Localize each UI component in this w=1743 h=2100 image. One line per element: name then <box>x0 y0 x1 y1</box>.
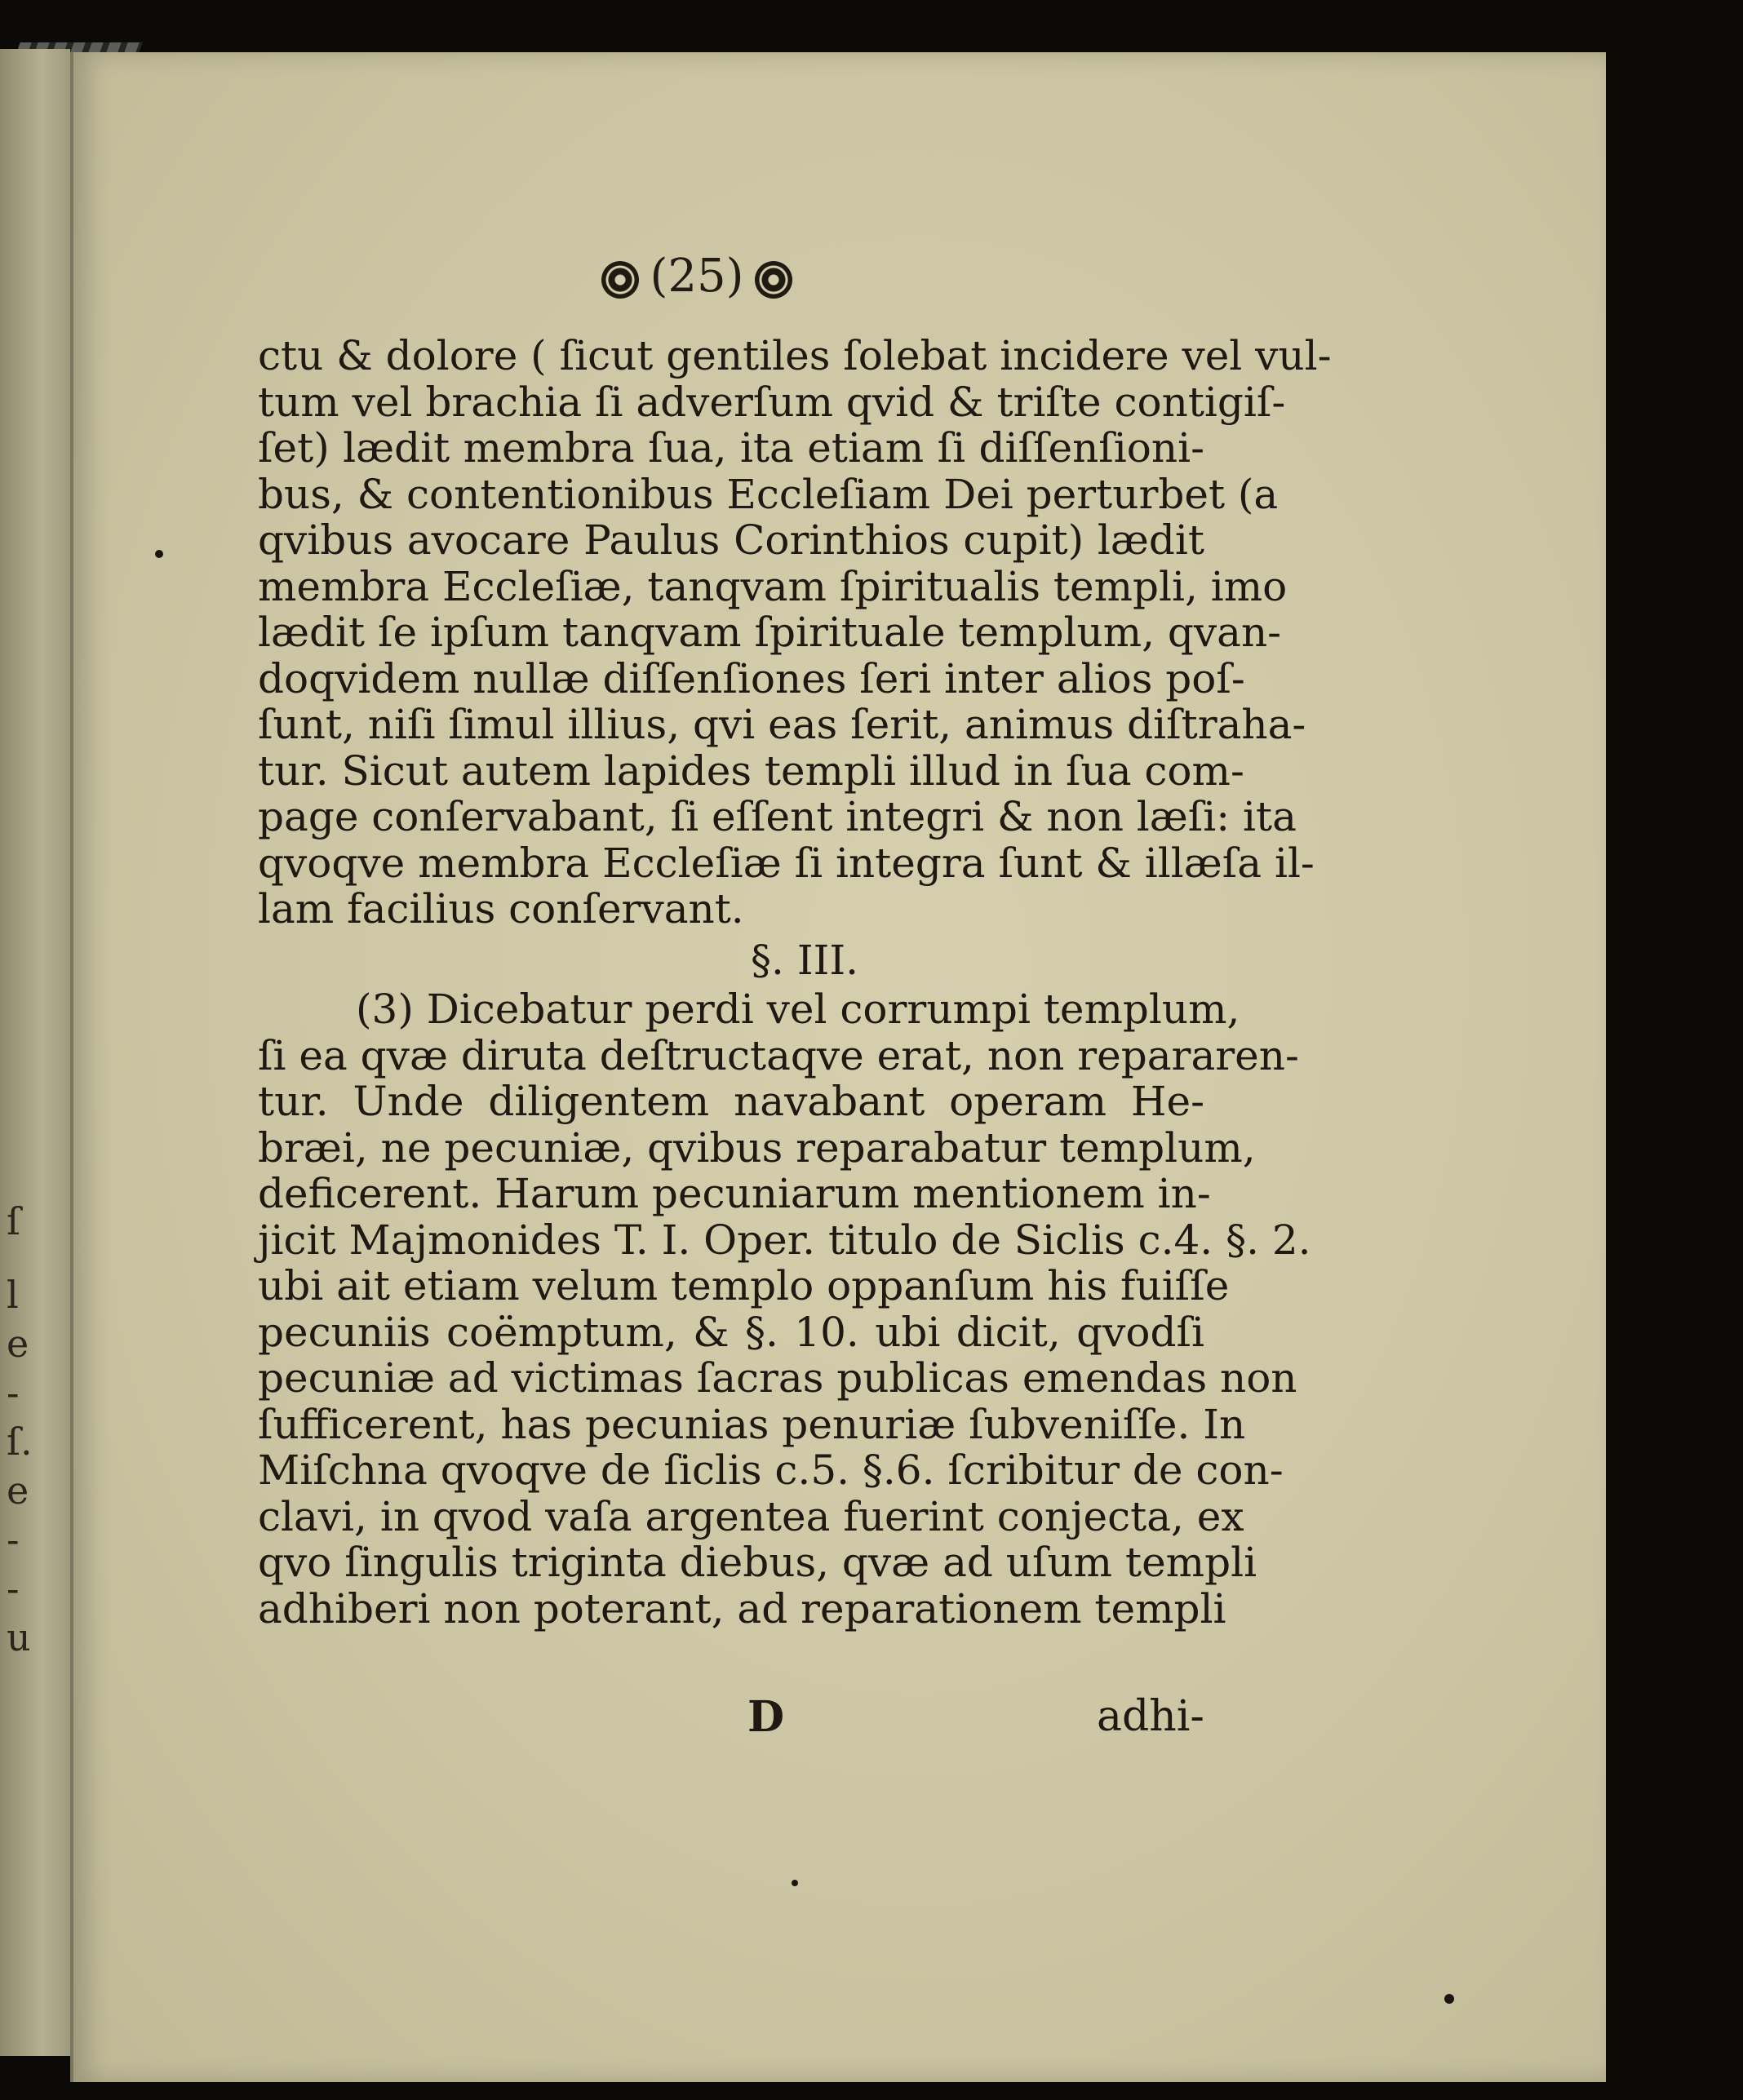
signature-mark: D <box>747 1692 785 1742</box>
ink-speck <box>155 550 163 558</box>
left-page-fragment: ſ <box>7 1199 21 1243</box>
text-line: qvo ſingulis triginta diebus, qvæ ad uſum templi <box>258 1539 1257 1586</box>
ink-speck <box>792 1880 798 1886</box>
page-number: (25) <box>650 250 744 303</box>
ink-speck <box>1444 1994 1454 2004</box>
text-line: ſet) lædit membra ſua, ita etiam ſi diſſenſioni- <box>258 424 1204 472</box>
page-header <box>0 250 1606 303</box>
text-line: ſunt, niſi ſimul illius, qvi eas ſerit, animus diſtraha- <box>258 701 1306 748</box>
left-page-fragment: e <box>7 1469 29 1513</box>
left-page-fragment: ſ. <box>7 1420 33 1464</box>
text-line: lam facilius conſervant. <box>258 885 744 933</box>
text-line: ſi ea qvæ diruta deſtructaqve erat, non repararen- <box>258 1031 1299 1079</box>
text-line: (3) Dicebatur perdi vel corrumpi templum, <box>356 986 1240 1033</box>
text-line: qvibus avocare Paulus Corinthios cupit) lædit <box>258 516 1204 564</box>
left-page-fragment: e <box>7 1322 29 1366</box>
text-line: jicit Majmonides T. I. Oper. titulo de Siclis c.4. §. 2. <box>258 1216 1311 1264</box>
text-line: bus, & contentionibus Eccleſiam Dei perturbet (a <box>258 470 1279 518</box>
text-line: tur. Sicut autem lapides templi illud in ſua com- <box>258 747 1244 795</box>
text-line: pecuniis coëmptum, & §. 10. ubi dicit, qvodſi <box>258 1308 1204 1356</box>
text-line: deficerent. Harum pecuniarum mentionem in- <box>258 1170 1211 1217</box>
body-text <box>258 332 1332 1633</box>
text-line: ctu & dolore ( ſicut gentiles ſolebat incidere vel vul- <box>258 332 1332 379</box>
left-page-fragment: - <box>7 1371 20 1415</box>
text-line: adhiberi non poterant, ad reparationem templi <box>258 1584 1226 1633</box>
text-line: ubi ait etiam velum templo oppanſum his fuiſſe <box>258 1262 1230 1309</box>
ornament-icon <box>755 261 792 299</box>
text-line: bræi, ne pecuniæ, qvibus reparabatur templum, <box>258 1123 1256 1172</box>
text-line: pecuniæ ad victimas ſacras publicas emendas non <box>258 1354 1297 1402</box>
text-line: clavi, in qvod vaſa argentea fuerint conjecta, ex <box>258 1492 1244 1540</box>
book-page <box>70 52 1606 2082</box>
catchword: adhi- <box>1097 1692 1204 1741</box>
ornament-icon <box>601 261 639 299</box>
text-line: membra Eccleſiæ, tanqvam ſpiritualis templi, imo <box>258 562 1288 610</box>
text-line: page conſervabant, ſi eſſent integri & non læſi: ita <box>258 793 1297 840</box>
text-line: lædit ſe ipſum tanqvam ſpirituale templum, qvan- <box>258 609 1282 656</box>
section-heading: §. III. <box>751 936 858 984</box>
left-page-fragment: - <box>7 1566 20 1610</box>
left-page-fragment: u <box>7 1615 31 1659</box>
left-page-fragment: - <box>7 1517 20 1562</box>
text-line: tur. Unde diligentem navabant operam He- <box>258 1078 1204 1125</box>
text-line: tum vel brachia ſi adverſum qvid & triſte contigiſ- <box>258 378 1286 426</box>
text-line: Miſchna qvoqve de ſiclis c.5. §.6. ſcribitur de con- <box>258 1447 1284 1494</box>
text-line: qvoqve membra Eccleſiæ ſi integra ſunt & illæſa il- <box>258 839 1315 887</box>
left-page-fragment: l <box>7 1273 19 1317</box>
text-line: doqvidem nullæ diſſenſiones ſeri inter alios poſ- <box>258 654 1245 702</box>
text-line: ſufficerent, has pecunias penuriæ ſubveniſſe. In <box>258 1400 1246 1448</box>
left-page-edge <box>0 49 70 2056</box>
